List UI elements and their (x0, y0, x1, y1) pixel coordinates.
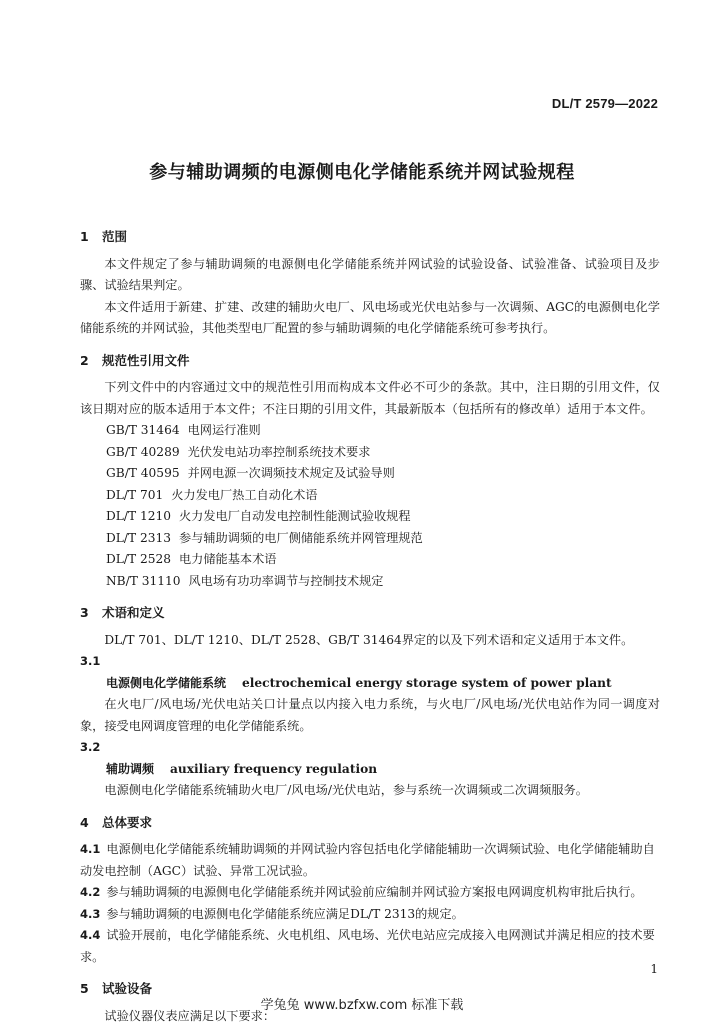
section-number: 3 (80, 602, 102, 624)
reference-item (80, 549, 660, 571)
reference-name: 光伏发电站功率控制系统技术要求 (188, 445, 371, 459)
clause (80, 925, 660, 968)
reference-code: GB/T 40595 (106, 463, 180, 485)
section-heading-1 (80, 226, 660, 248)
reference-item (80, 463, 660, 485)
term-english: electrochemical energy storage system of power plant (242, 676, 612, 690)
reference-code: DL/T 701 (106, 485, 163, 507)
reference-item (80, 506, 660, 528)
section-title: 试验设备 (102, 981, 152, 996)
section-title: 术语和定义 (102, 605, 165, 620)
page-number: 1 (650, 962, 658, 976)
clause-text: 参与辅助调频的电源侧电化学储能系统并网试验前应编制并网试验方案报电网调度机构审批后执行。 (106, 885, 642, 899)
section-number: 4 (80, 812, 102, 834)
section-number: 2 (80, 350, 102, 372)
clause-number: 4.3 (80, 907, 100, 921)
clause (80, 882, 660, 904)
term-number: 3.1 (80, 651, 660, 673)
term-definition: 电源侧电化学储能系统辅助火电厂/风电场/光伏电站，参与系统一次调频或二次调频服务。 (80, 780, 660, 802)
reference-code: DL/T 1210 (106, 506, 171, 528)
reference-name: 火力发电厂自动发电控制性能测试验收规程 (179, 509, 411, 523)
clause-number: 4.1 (80, 842, 100, 856)
clause-number: 4.4 (80, 928, 100, 942)
clause-text: 试验开展前，电化学储能系统、火电机组、风电场、光伏电站应完成接入电网测试并满足相应的技术要求。 (80, 928, 655, 964)
reference-name: 并网电源一次调频技术规定及试验导则 (188, 466, 395, 480)
document-title: 参与辅助调频的电源侧电化学储能系统并网试验规程 (0, 158, 724, 184)
reference-code: GB/T 31464 (106, 420, 180, 442)
reference-item (80, 420, 660, 442)
reference-code: DL/T 2528 (106, 549, 171, 571)
section-heading-2 (80, 350, 660, 372)
section-number: 5 (80, 978, 102, 1000)
section-title: 范围 (102, 229, 127, 244)
reference-code: NB/T 31110 (106, 571, 181, 593)
paragraph: 本文件规定了参与辅助调频的电源侧电化学储能系统并网试验的试验设备、试验准备、试验项目及步骤、试验结果判定。 (80, 254, 660, 297)
watermark: 学兔兔 www.bzfxw.com 标准下载 (0, 994, 724, 1013)
term-number: 3.2 (80, 737, 660, 759)
reference-item (80, 442, 660, 464)
section-title: 规范性引用文件 (102, 353, 190, 368)
reference-item (80, 485, 660, 507)
section-heading-3 (80, 602, 660, 624)
reference-code: GB/T 40289 (106, 442, 180, 464)
reference-name: 参与辅助调频的电厂侧储能系统并网管理规范 (179, 531, 423, 545)
clause (80, 904, 660, 926)
reference-name: 火力发电厂热工自动化术语 (171, 488, 317, 502)
reference-code: DL/T 2313 (106, 528, 171, 550)
section-title: 总体要求 (102, 815, 152, 830)
reference-name: 风电场有功功率调节与控制技术规定 (189, 574, 384, 588)
paragraph: 试验仪器仪表应满足以下要求： (80, 1006, 660, 1027)
term-english: auxiliary frequency regulation (170, 762, 377, 776)
term-heading (80, 759, 660, 781)
reference-name: 电力储能基本术语 (179, 552, 277, 566)
clause-text: 电源侧电化学储能系统辅助调频的并网试验内容包括电化学储能辅助一次调频试验、电化学储能辅助自动发电控制（AGC）试验、异常工况试验。 (80, 842, 655, 878)
document-body (80, 226, 660, 1027)
term-chinese: 辅助调频 (106, 762, 154, 776)
reference-item (80, 528, 660, 550)
clause-number: 4.2 (80, 885, 100, 899)
term-chinese: 电源侧电化学储能系统 (106, 676, 226, 690)
standard-code: DL/T 2579—2022 (552, 96, 658, 111)
section-heading-4 (80, 812, 660, 834)
paragraph: DL/T 701、DL/T 1210、DL/T 2528、GB/T 31464界定的以及下列术语和定义适用于本文件。 (80, 630, 660, 652)
reference-name: 电网运行准则 (188, 423, 261, 437)
reference-item (80, 571, 660, 593)
clause-text: 参与辅助调频的电源侧电化学储能系统应满足DL/T 2313的规定。 (106, 907, 464, 921)
section-number: 1 (80, 226, 102, 248)
clause (80, 839, 660, 882)
term-heading (80, 673, 660, 695)
paragraph: 下列文件中的内容通过文中的规范性引用而构成本文件必不可少的条款。其中，注日期的引用文件，仅该日期对应的版本适用于本文件；不注日期的引用文件，其最新版本（包括所有的修改单）适用于本文件。 (80, 377, 660, 420)
reference-list (80, 420, 660, 592)
term-definition: 在火电厂/风电场/光伏电站关口计量点以内接入电力系统，与火电厂/风电场/光伏电站作为同一调度对象，接受电网调度管理的电化学储能系统。 (80, 694, 660, 737)
paragraph: 本文件适用于新建、扩建、改建的辅助火电厂、风电场或光伏电站参与一次调频、AGC的电源侧电化学储能系统的并网试验，其他类型电厂配置的参与辅助调频的电化学储能系统可参考执行。 (80, 297, 660, 340)
